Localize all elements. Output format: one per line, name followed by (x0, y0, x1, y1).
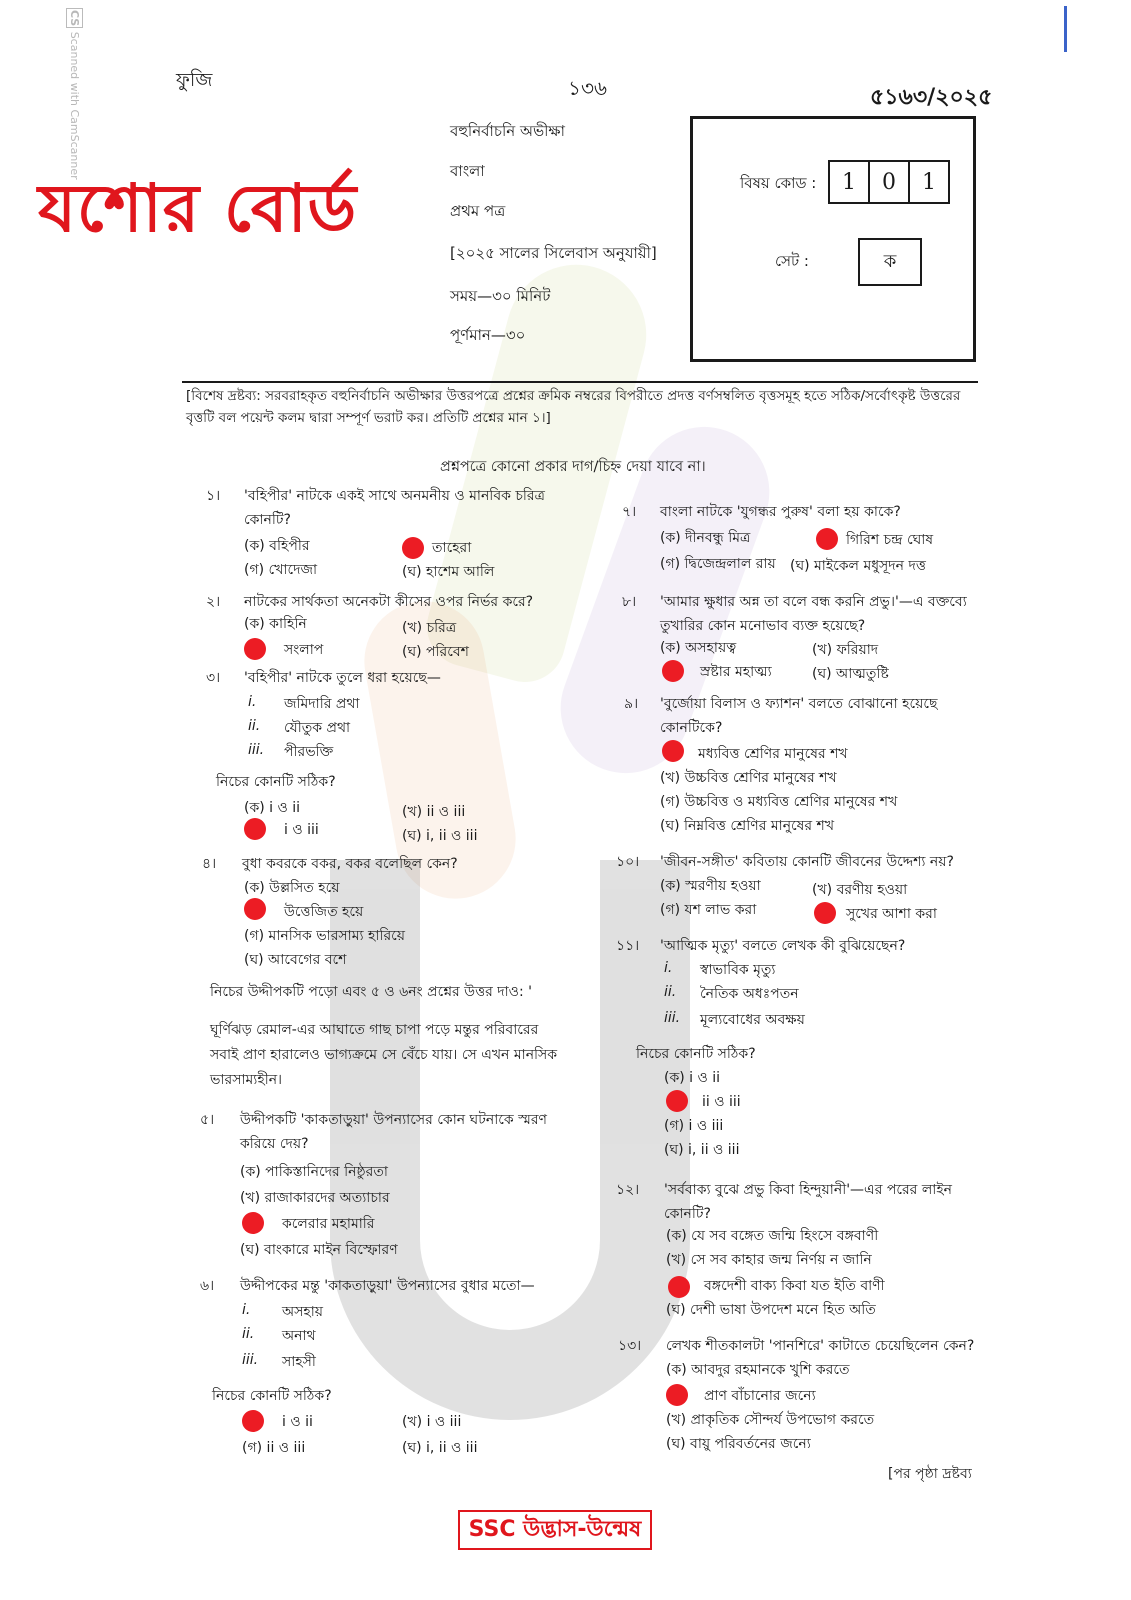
option: (গ) i ও iii (664, 1118, 724, 1134)
subject-code (828, 160, 950, 204)
answer-mark (244, 898, 266, 920)
question-number: ৮। (622, 594, 637, 610)
statement: পীরভক্তি (284, 744, 334, 760)
option: (ঘ) বায়ু পরিবর্তনের জন্যে (666, 1436, 811, 1452)
option: (গ) মানসিক ভারসাম্য হারিয়ে (244, 928, 406, 944)
option: (খ) i ও iii (402, 1414, 462, 1430)
option: (খ) বরণীয় হওয়া (812, 882, 908, 898)
time: সময়—৩০ মিনিট (450, 287, 551, 305)
question-text: 'বুর্জোয়া বিলাস ও ফ্যাশন' বলতে বোঝানো হয়েছে কোনটিকে? (660, 696, 938, 736)
roman-numeral: iii. (664, 1010, 681, 1026)
option: সুখের আশা করা (846, 906, 937, 922)
option: মধ্যবিত্ত শ্রেণির মানুষের শখ (698, 746, 848, 762)
option: (খ) উচ্চবিত্ত শ্রেণির মানুষের শখ (660, 770, 837, 786)
warning: প্রশ্নপত্রে কোনো প্রকার দাগ/চিহ্ন দেয়া যাবে না। (440, 459, 706, 475)
subject: বাংলা (450, 162, 485, 180)
answer-mark (816, 528, 838, 550)
question-number: ৫। (200, 1112, 215, 1128)
option: (ক) আবদুর রহমানকে খুশি করতে (666, 1362, 850, 1378)
option: (খ) ফরিয়াদ (812, 642, 879, 658)
question-text: বুধা কবরকে বকর, বকর বলেছিল কেন? (242, 856, 458, 872)
full-marks: পূর্ণমান—৩০ (450, 326, 526, 344)
statement: জমিদারি প্রথা (284, 696, 360, 712)
option: (ঘ) হাশেম আলি (402, 564, 495, 580)
option: (ক) কাহিনি (244, 616, 307, 632)
answer-mark (242, 1212, 264, 1234)
which-correct: নিচের কোনটি সঠিক? (216, 774, 336, 790)
option: (ক) যে সব বঙ্গেত জন্মি হিংসে বঙ্গবাণী (666, 1228, 879, 1244)
option: (ক) পাকিস্তানিদের নিষ্ঠুরতা (240, 1164, 388, 1180)
option: ii ও iii (702, 1094, 741, 1110)
option: (ঘ) i, ii ও iii (402, 1440, 478, 1456)
answer-mark (666, 1090, 688, 1112)
question-text: 'সর্ববাক্য বুঝে প্রভু কিবা হিন্দুয়ানী'—এর পরের লাইন কোনটি? (664, 1182, 952, 1222)
question-text: উদ্দীপকটি 'কাকতাড়ুয়া' উপন্যাসের কোন ঘটনাকে স্মরণ করিয়ে দেয়? (240, 1112, 547, 1152)
statement: যৌতুক প্রথা (284, 720, 351, 736)
exam-type: বহুনির্বাচনি অভীক্ষা (450, 122, 565, 140)
serial-number: ৫১৬৩/২০২৫ (870, 85, 993, 110)
stimulus-intro: নিচের উদ্দীপকটি পড়ো এবং ৫ ও ৬নং প্রশ্নের উত্তর দাও: ' (210, 984, 532, 1000)
option: (ক) i ও ii (664, 1070, 721, 1086)
question-text: লেখক শীতকালটা 'পানশিরে' কাটাতে চেয়েছিলেন কেন? (666, 1338, 975, 1354)
option: (ঘ) নিম্নবিত্ত শ্রেণির মানুষের শখ (660, 818, 835, 834)
option: বঙ্গদেশী বাক্য কিবা যত ইতি বাণী (704, 1278, 885, 1294)
option: প্রাণ বাঁচানোর জন্যে (704, 1388, 816, 1404)
code-digit: 1 (830, 162, 870, 202)
option: গিরিশ চন্দ্র ঘোষ (846, 532, 934, 548)
question-text: বাংলা নাটকে 'যুগন্ধর পুরুষ' বলা হয় কাকে? (660, 504, 901, 520)
syllabus: [২০২৫ সালের সিলেবাস অনুযায়ী] (450, 244, 657, 262)
option: (ঘ) আত্মতুষ্টি (812, 666, 889, 682)
option: (ঘ) মাইকেল মধুসূদন দত্ত (790, 558, 926, 574)
roman-numeral: ii. (248, 718, 261, 734)
option: (ঘ) দেশী ভাষা উপদেশ মনে হিত অতি (666, 1302, 876, 1318)
option: (খ) ii ও iii (402, 804, 466, 820)
question-text: 'জীবন-সঙ্গীত' কবিতায় কোনটি জীবনের উদ্দেশ্য নয়? (660, 854, 954, 870)
statement: নৈতিক অধঃপতন (700, 986, 799, 1002)
roman-numeral: i. (242, 1302, 251, 1318)
statement: মূল্যবোধের অবক্ষয় (700, 1012, 805, 1028)
answer-mark (814, 902, 836, 924)
roman-numeral: ii. (242, 1326, 255, 1342)
option: (গ) উচ্চবিত্ত ও মধ্যবিত্ত শ্রেণির মানুষের শখ (660, 794, 898, 810)
question-number: ১। (206, 488, 221, 504)
question-number: ৭। (622, 504, 637, 520)
question-text: 'বহিপীর' নাটকে একই সাথে অনমনীয় ও মানবিক চরিত্র কোনটি? (244, 488, 545, 528)
option: (ক) উল্লসিত হয়ে (244, 880, 340, 896)
scanner-watermark: CS Scanned with CamScanner (68, 10, 81, 180)
option: স্রষ্টার মহাত্ম্য (700, 664, 772, 680)
option: (ক) বহিপীর (244, 538, 310, 554)
option: উত্তেজিত হয়ে (284, 904, 364, 920)
next-page-note: [পর পৃষ্ঠা দ্রষ্টব্য (888, 1466, 972, 1482)
option: (খ) সে সব কাহার জন্ম নির্ণয় ন জানি (666, 1252, 872, 1268)
question-number: ১৩। (618, 1338, 642, 1354)
statement: অনাথ (282, 1328, 316, 1344)
board-title: যশোর বোর্ড (38, 170, 358, 247)
roman-numeral: iii. (248, 742, 265, 758)
question-text: নাটকের সার্থকতা অনেকটা কীসের ওপর নির্ভর করে? (244, 594, 534, 610)
option: (গ) ii ও iii (242, 1440, 306, 1456)
divider (182, 381, 978, 383)
paper: প্রথম পত্র (450, 202, 506, 220)
scan-edge (1064, 6, 1067, 52)
option: i ও ii (282, 1414, 313, 1430)
option: i ও iii (284, 822, 319, 838)
code-digit: 0 (870, 162, 910, 202)
statement: অসহায় (282, 1304, 324, 1320)
roman-numeral: i. (664, 960, 673, 976)
set-label: সেট : (775, 252, 809, 270)
option: (গ) দ্বিজেন্দ্রলাল রায় (660, 556, 776, 572)
option: (গ) যশ লাভ করা (660, 902, 757, 918)
question-text: 'বহিপীর' নাটকে তুলে ধরা হয়েছে— (244, 670, 441, 686)
which-correct: নিচের কোনটি সঠিক? (636, 1046, 756, 1062)
footer-logo: SSC উদ্ভাস-উন্মেষ (458, 1510, 652, 1550)
question-text: 'আত্মিক মৃত্যু' বলতে লেখক কী বুঝিয়েছেন? (660, 938, 906, 954)
question-number: ১২। (616, 1182, 640, 1198)
answer-mark (662, 660, 684, 682)
page-number: ১৩৬ (568, 76, 607, 100)
code-digit: 1 (922, 169, 936, 195)
option: (খ) চরিত্র (402, 620, 457, 636)
subject-code-label: বিষয় কোড : (740, 174, 817, 192)
roman-numeral: iii. (242, 1352, 259, 1368)
question-number: ১১। (616, 938, 640, 954)
question-text: উদ্দীপকের মন্তু 'কাকতাড়ুয়া' উপন্যাসের বুধার মতো— (240, 1278, 535, 1294)
option: (ক) অসহায়ত্ব (660, 640, 737, 656)
question-number: ৪। (202, 856, 217, 872)
answer-mark (666, 1384, 688, 1406)
option: (ঘ) আবেগের বশে (244, 952, 347, 968)
option: (ঘ) i, ii ও iii (402, 828, 478, 844)
option: তাহেরা (432, 540, 472, 556)
stimulus-text: ঘূর্ণিঝড় রেমাল-এর আঘাতে গাছ চাপা পড়ে মন্তুর পরিবারের সবাই প্রাণ হারালেও ভাগ্যক্রমে সে বেঁচে যায়। সে এখন মানসিক ভারসাম্যহীন। (210, 1022, 558, 1088)
option: কলেরার মহামারি (282, 1216, 375, 1232)
answer-mark (244, 638, 266, 660)
set-value: ক (858, 238, 922, 286)
answer-mark (402, 537, 424, 559)
answer-mark (242, 1410, 264, 1432)
answer-mark (662, 740, 684, 762)
option: (ক) স্মরণীয় হওয়া (660, 878, 761, 894)
option: (গ) খোদেজা (244, 562, 318, 578)
answer-mark (668, 1276, 690, 1298)
statement: স্বাভাবিক মৃত্যু (700, 962, 776, 978)
roman-numeral: i. (248, 694, 257, 710)
question-number: ২। (206, 594, 221, 610)
question-number: ৬। (200, 1278, 215, 1294)
option: সংলাপ (284, 642, 324, 658)
question-number: ১০। (616, 854, 640, 870)
option: (খ) প্রাকৃতিক সৌন্দর্য উপভোগ করতে (666, 1412, 875, 1428)
option: (খ) রাজাকারদের অত্যাচার (240, 1190, 390, 1206)
code-box (690, 116, 976, 362)
option: (ক) i ও ii (244, 800, 301, 816)
question-number: ৩। (206, 670, 221, 686)
statement: সাহসী (282, 1354, 316, 1370)
option: (ক) দীনবন্ধু মিত্র (660, 530, 751, 546)
header-left: ফুজি (176, 69, 213, 91)
question-number: ৯। (624, 696, 639, 712)
option: (ঘ) i, ii ও iii (664, 1142, 740, 1158)
which-correct: নিচের কোনটি সঠিক? (212, 1388, 332, 1404)
option: (ঘ) বাংকারে মাইন বিস্ফোরণ (240, 1242, 398, 1258)
special-note: [বিশেষ দ্রষ্টব্য: সরবরাহকৃত বহুনির্বাচনি অভীক্ষার উত্তরপত্রে প্রশ্নের ক্রমিক নম্বরের বিপরীতে প্রদত্ত বর্ণসম্বলিত বৃত্তসমূহ হতে সঠিক/সর্বোৎকৃষ্ট উত্তরের বৃত্তটি বল পয়েন্ট কলম দ্বারা সম্পূর্ণ ভরাট কর। প্রতিটি প্রশ্নের মান ১।] (186, 388, 961, 426)
answer-mark (244, 818, 266, 840)
question-text: 'আমার ক্ষুধার অন্ন তা বলে বন্ধ করনি প্রভু।'—এ বক্তব্যে তুখারির কোন মনোভাব ব্যক্ত হয়েছে? (660, 594, 967, 634)
option: (ঘ) পরিবেশ (402, 644, 469, 660)
roman-numeral: ii. (664, 984, 677, 1000)
